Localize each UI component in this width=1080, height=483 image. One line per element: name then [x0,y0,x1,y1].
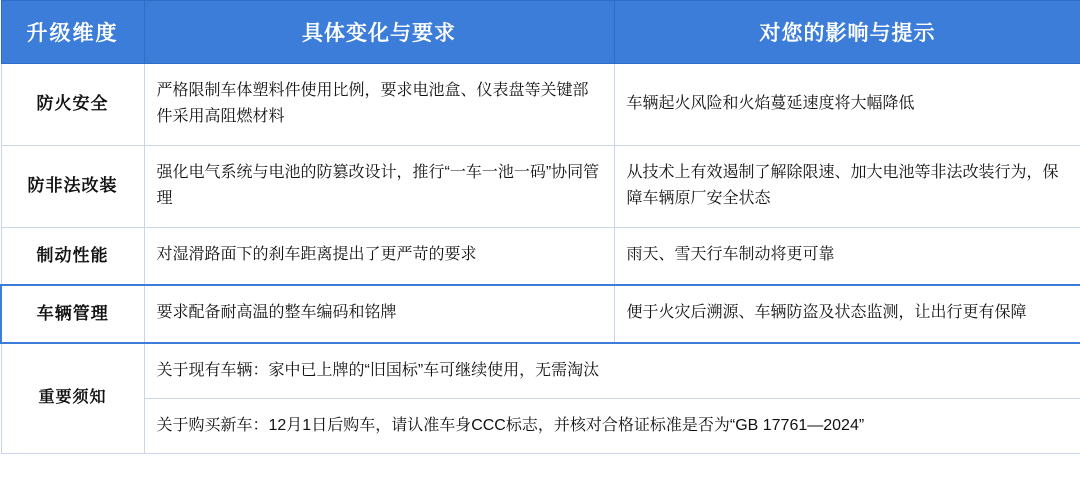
table-header [1,1,1080,64]
row-impact-vehicle-management: 便于火灾后溯源、车辆防盗及状态监测，让出行更有保障 [614,285,1080,343]
column-header-impact: 对您的影响与提示 [614,1,1080,64]
row-impact-fire-safety: 车辆起火风险和火焰蔓延速度将大幅降低 [614,64,1080,146]
table-row [1,227,1080,285]
column-header-changes: 具体变化与要求 [144,1,614,64]
row-dimension-fire-safety: 防火安全 [1,64,144,146]
column-header-dimension: 升级维度 [1,1,144,64]
row-dimension-braking: 制动性能 [1,227,144,285]
row-change-fire-safety: 严格限制车体塑料件使用比例，要求电池盒、仪表盘等关键部件采用高阻燃材料 [144,64,614,146]
table-header-row [1,1,1080,64]
table-row [1,145,1080,227]
note-existing-vehicles: 关于现有车辆：家中已上牌的“旧国标”车可继续使用，无需淘汰 [144,343,1080,399]
table-row [1,64,1080,146]
table-row-highlighted [1,285,1080,343]
row-change-anti-modification: 强化电气系统与电池的防篡改设计，推行“一车一池一码”协同管理 [144,145,614,227]
row-impact-anti-modification: 从技术上有效遏制了解除限速、加大电池等非法改装行为，保障车辆原厂安全状态 [614,145,1080,227]
row-change-vehicle-management: 要求配备耐高温的整车编码和铭牌 [144,285,614,343]
note-new-vehicles: 关于购买新车：12月1日后购车，请认准车身CCC标志，并核对合格证标准是否为“GB 17761—2024” [144,399,1080,454]
notes-row-second [1,399,1080,454]
notes-row-first [1,343,1080,399]
row-change-braking: 对湿滑路面下的刹车距离提出了更严苛的要求 [144,227,614,285]
row-dimension-vehicle-management: 车辆管理 [1,285,144,343]
notes-label: 重要须知 [1,343,144,454]
row-impact-braking: 雨天、雪天行车制动将更可靠 [614,227,1080,285]
row-dimension-anti-modification: 防非法改装 [1,145,144,227]
table-body [1,64,1080,454]
